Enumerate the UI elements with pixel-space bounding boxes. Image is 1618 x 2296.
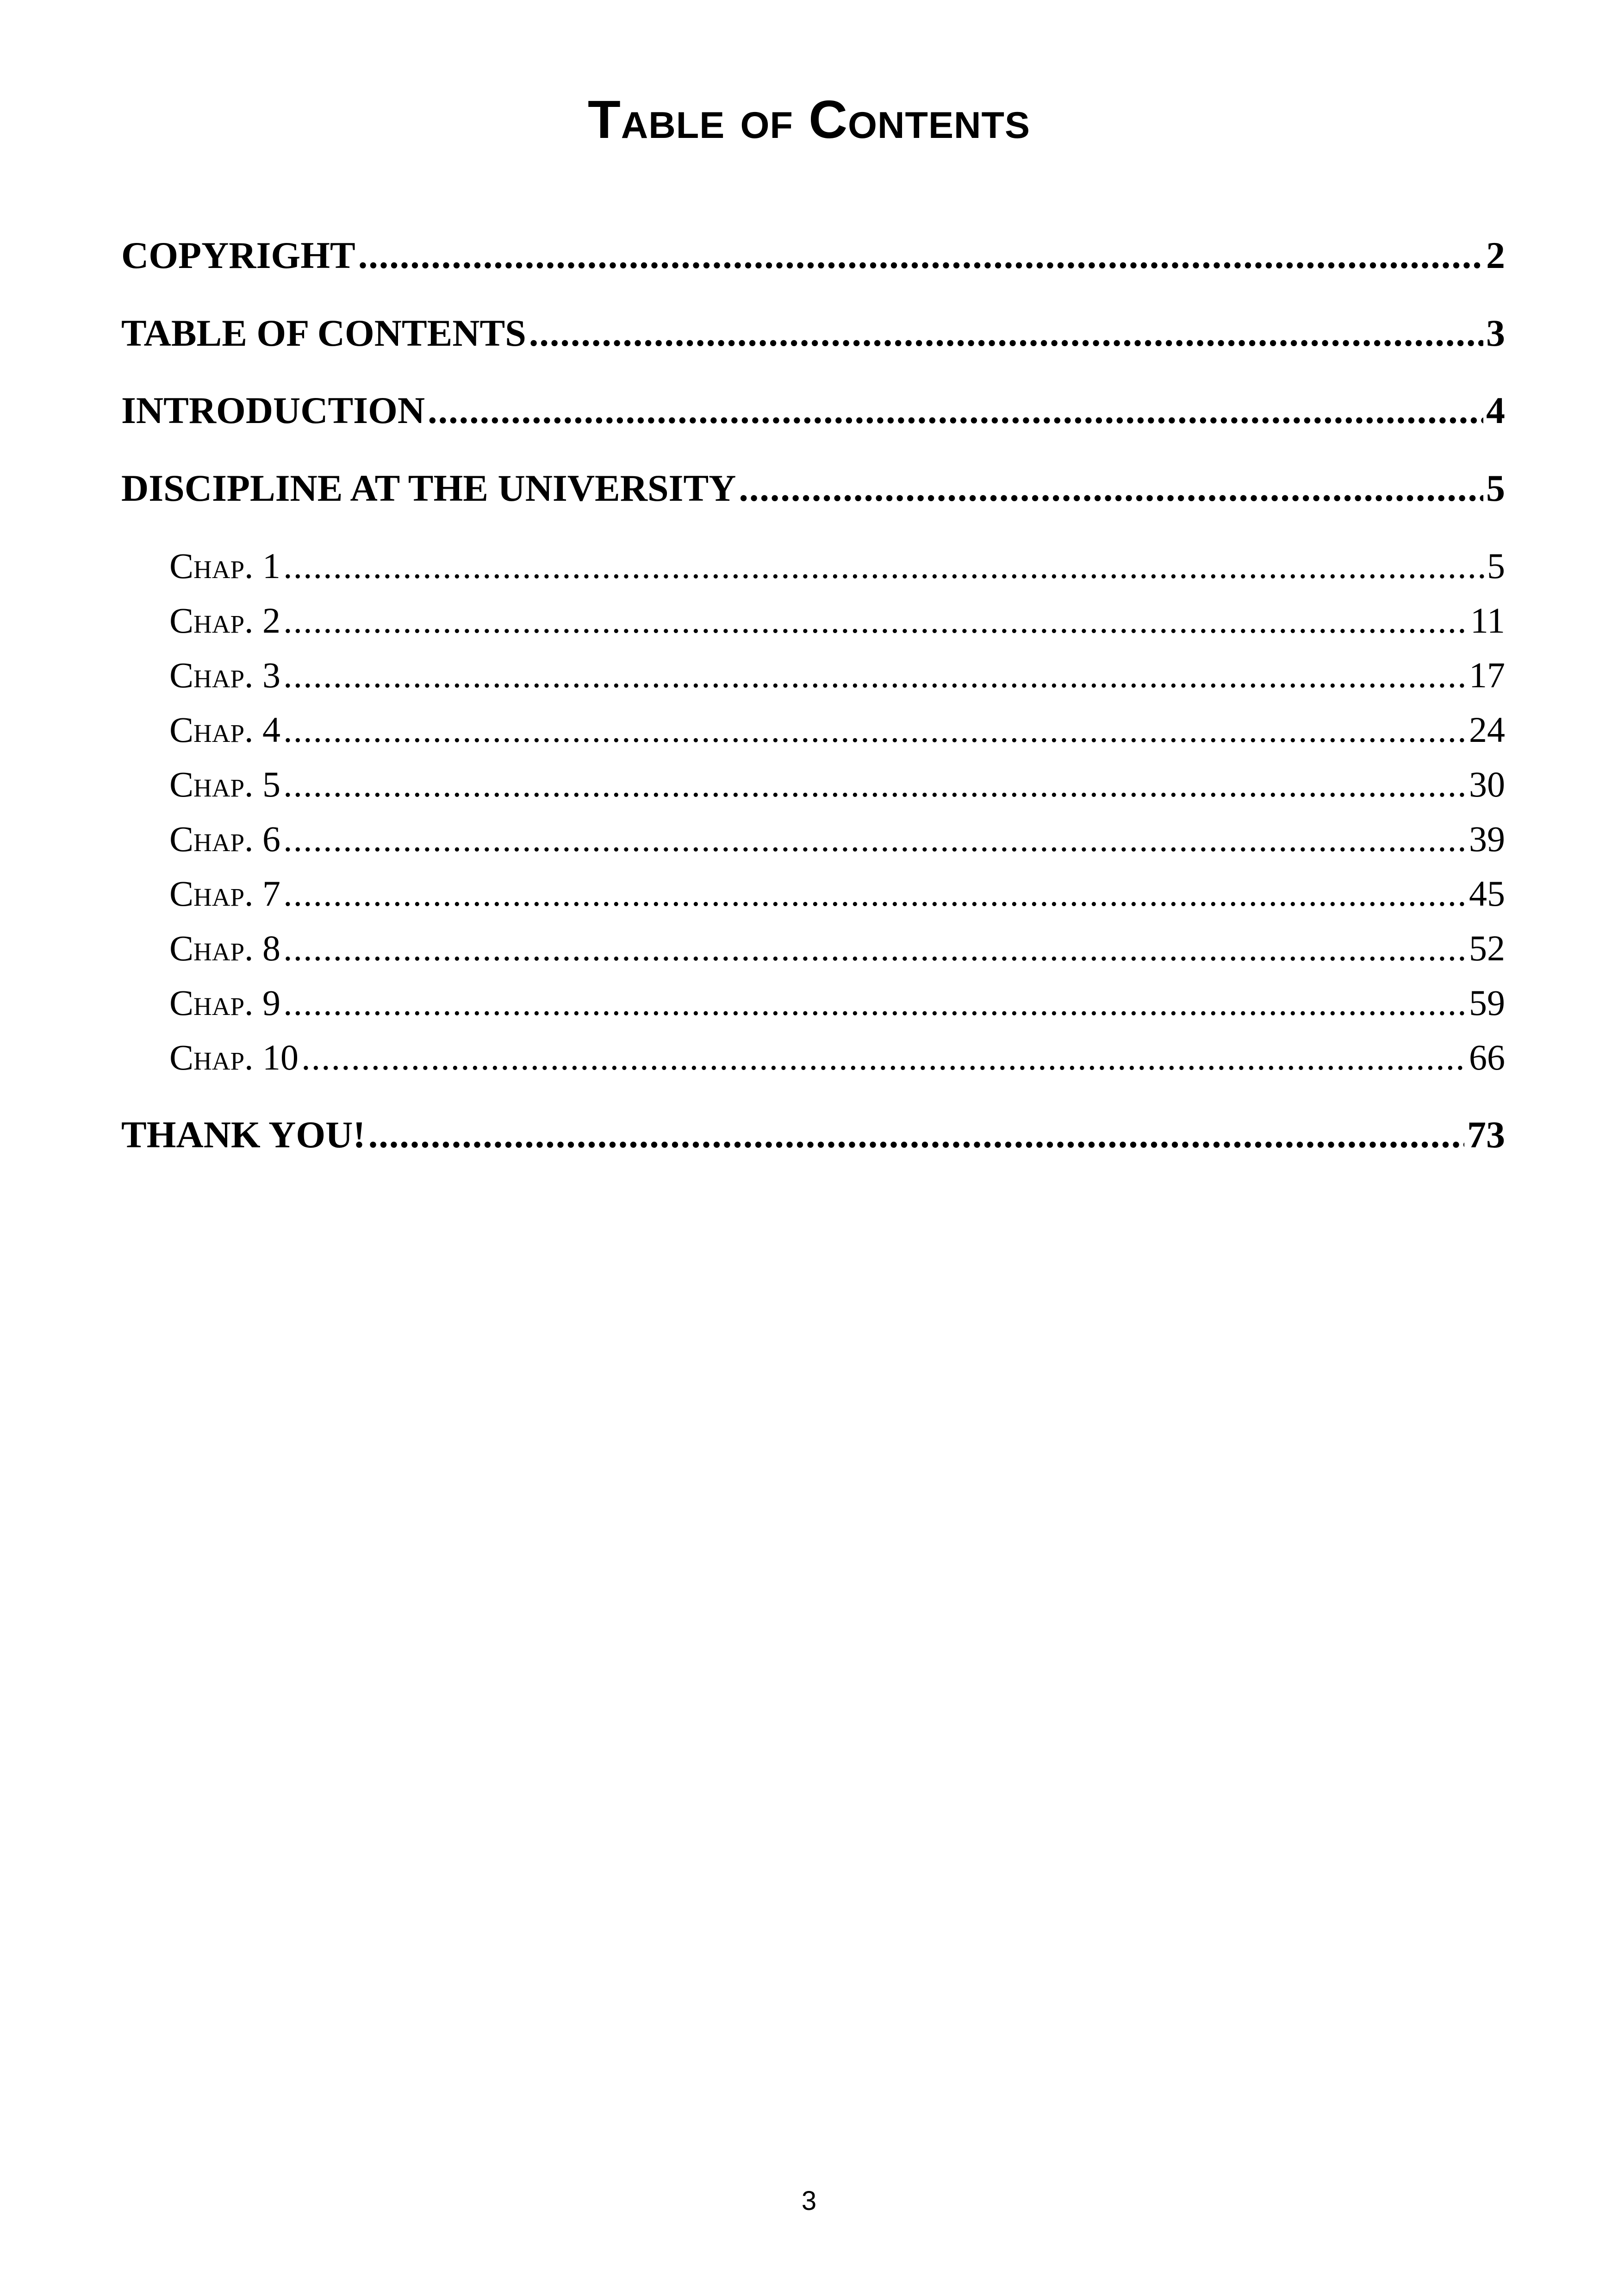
toc-chapter-page: 52 — [1469, 928, 1505, 968]
toc-chapter-5[interactable] — [169, 764, 1505, 805]
dot-leader — [283, 764, 1466, 805]
toc-chapter-label: Chap. 5 — [169, 764, 281, 804]
toc-entry-label: COPYRIGHT — [121, 234, 355, 276]
toc-chapter-label: Chap. 9 — [169, 983, 281, 1023]
dot-leader — [301, 1037, 1466, 1078]
toc-chapter-page: 5 — [1487, 546, 1505, 586]
toc-entry-thank-you[interactable] — [121, 1113, 1505, 1157]
toc-entry-page: 4 — [1486, 389, 1505, 431]
toc-chapter-label: Chap. 1 — [169, 546, 281, 586]
toc-chapter-page: 11 — [1470, 600, 1505, 641]
toc-entry-label: THANK YOU! — [121, 1114, 366, 1156]
toc-chapter-3[interactable] — [169, 654, 1505, 696]
toc-entry-table-of-contents[interactable] — [121, 311, 1505, 355]
toc-chapter-label: Chap. 10 — [169, 1037, 299, 1077]
dot-leader — [283, 600, 1468, 641]
toc-chapter-1[interactable] — [169, 545, 1505, 587]
toc-entry-page: 73 — [1467, 1114, 1505, 1156]
toc-entry-page: 2 — [1486, 234, 1505, 276]
toc-chapter-label: Chap. 4 — [169, 709, 281, 750]
toc-entry-copyright[interactable] — [121, 234, 1505, 277]
dot-leader — [428, 389, 1483, 432]
toc-chapter-label: Chap. 7 — [169, 873, 281, 914]
toc-chapter-page: 17 — [1469, 655, 1505, 695]
dot-leader — [358, 234, 1483, 277]
dot-leader — [368, 1113, 1464, 1157]
toc-chapter-8[interactable] — [169, 927, 1505, 969]
toc-entry-page: 5 — [1486, 467, 1505, 509]
dot-leader — [283, 654, 1466, 696]
dot-leader — [283, 873, 1466, 915]
dot-leader — [529, 311, 1483, 355]
dot-leader — [283, 709, 1466, 751]
toc-chapter-label: Chap. 8 — [169, 928, 281, 968]
toc-chapter-label: Chap. 3 — [169, 655, 281, 695]
toc-chapter-6[interactable] — [169, 818, 1505, 860]
toc-entry-introduction[interactable] — [121, 389, 1505, 432]
dot-leader — [283, 818, 1466, 860]
toc-chapter-page: 24 — [1469, 709, 1505, 750]
toc-chapter-7[interactable] — [169, 873, 1505, 915]
toc-chapter-9[interactable] — [169, 982, 1505, 1024]
toc-chapter-4[interactable] — [169, 709, 1505, 751]
toc-chapter-2[interactable] — [169, 600, 1505, 641]
toc-chapter-page: 39 — [1469, 819, 1505, 859]
toc-chapter-page: 30 — [1469, 764, 1505, 804]
dot-leader — [283, 982, 1466, 1024]
toc-chapter-page: 59 — [1469, 983, 1505, 1023]
toc-entry-label: DISCIPLINE AT THE UNIVERSITY — [121, 467, 736, 509]
toc-chapter-label: Chap. 6 — [169, 819, 281, 859]
page-title: Table of Contents — [587, 89, 1031, 149]
toc-chapter-10[interactable] — [169, 1037, 1505, 1078]
dot-leader — [283, 927, 1466, 969]
toc-chapter-page: 66 — [1469, 1037, 1505, 1077]
toc-chapter-page: 45 — [1469, 873, 1505, 914]
toc-chapter-label: Chap. 2 — [169, 600, 281, 641]
page-number: 3 — [801, 2186, 817, 2216]
dot-leader — [739, 467, 1483, 510]
toc-entry-page: 3 — [1486, 312, 1505, 354]
toc-entry-label: TABLE OF CONTENTS — [121, 312, 526, 354]
toc-entry-label: INTRODUCTION — [121, 389, 425, 431]
toc-entry-discipline[interactable] — [121, 467, 1505, 510]
dot-leader — [283, 545, 1484, 587]
